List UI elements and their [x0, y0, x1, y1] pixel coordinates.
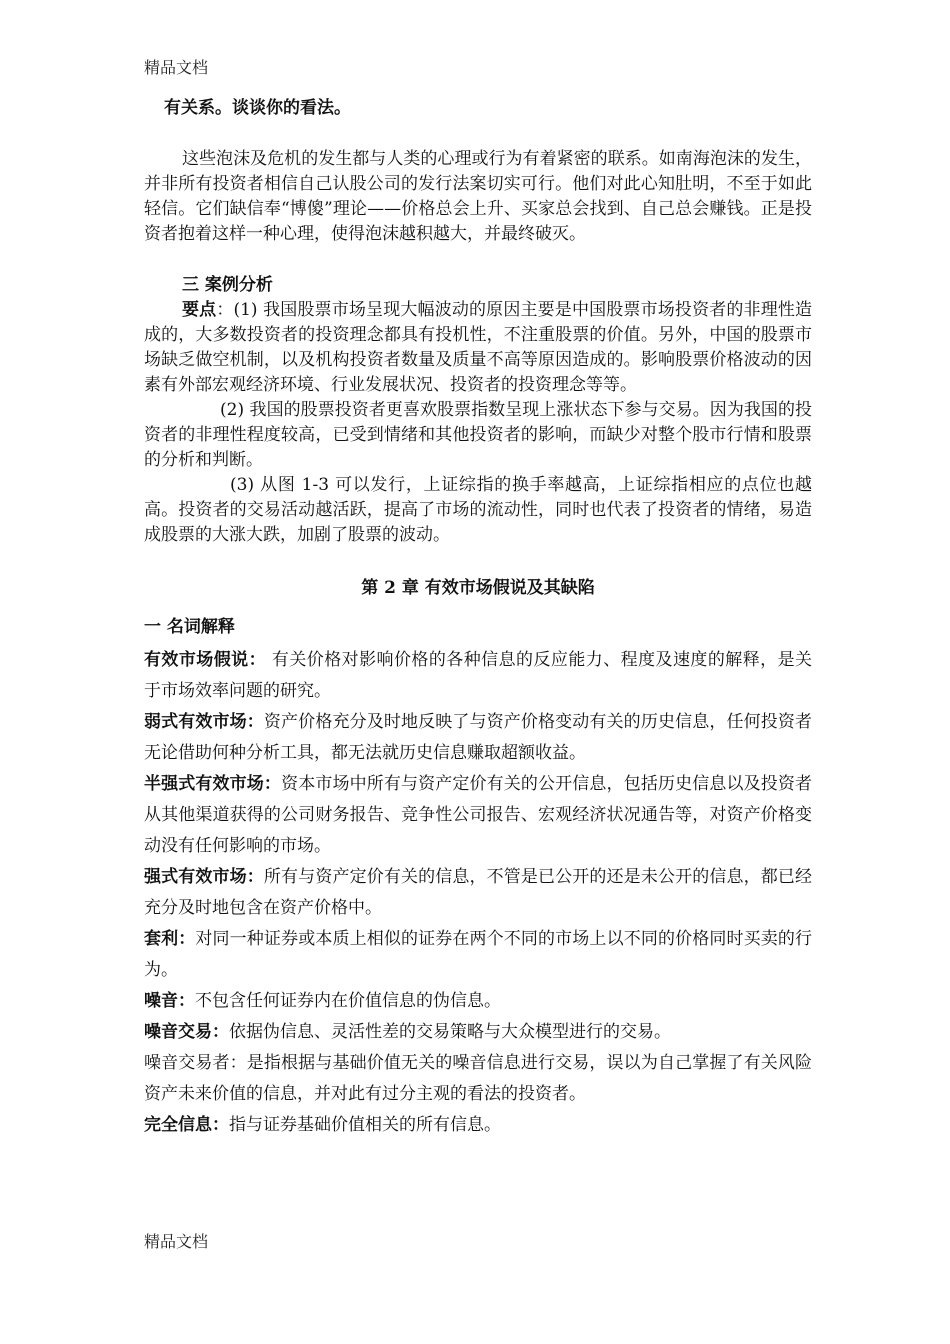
- document-content: [144, 96, 812, 1141]
- definition-item: [144, 707, 812, 769]
- definition-term: 噪音：: [144, 991, 195, 1011]
- definition-item: [144, 862, 812, 924]
- definitions-list: [144, 645, 812, 1141]
- case-point-1-text: ：(1) 我国股票市场呈现大幅波动的原因主要是中国股票市场投资者的非理性造成的，大多数投资者的投资理念都具有投机性，不注重股票的价值。另外，中国的股票市场缺乏做空机制，以及机构投资者数量及质量不高等原因造成的。影响股票价格波动的因素有外部宏观经济环境、行业发展状况、投资者的投资理念等等。: [144, 300, 813, 395]
- definition-text: 资产价格充分及时地反映了与资产价格变动有关的历史信息，任何投资者无论借助何种分析工具，都无法就历史信息赚取超额收益。: [144, 712, 812, 763]
- chapter-title: 第 2 章 有效市场假说及其缺陷: [361, 578, 595, 598]
- definition-item: [144, 1110, 812, 1141]
- definition-term: 噪音交易：: [144, 1022, 229, 1042]
- definition-text: 依据伪信息、灵活性差的交易策略与大众模型进行的交易。: [229, 1022, 671, 1042]
- definition-text: 所有与资产定价有关的信息，不管是已公开的还是未公开的信息，都已经充分及时地包含在资产价格中。: [144, 867, 812, 918]
- definition-term: 有效市场假说：: [144, 650, 267, 670]
- definition-item: [144, 986, 812, 1017]
- footer-watermark: 精品文档: [144, 1232, 209, 1251]
- case-point-2: (2) 我国的股票投资者更喜欢股票指数呈现上涨状态下参与交易。因为我国的投资者的非理性程度较高，已受到情绪和其他投资者的影响，而缺少对整个股市行情和股票的分析和判断。: [144, 400, 812, 470]
- case-point-label: 要点: [182, 300, 217, 320]
- definition-text: 资本市场中所有与资产定价有关的公开信息，包括历史信息以及投资者从其他渠道获得的公司财务报告、竞争性公司报告、宏观经济状况通告等，对资产价格变动没有任何影响的市场。: [144, 774, 813, 856]
- definition-item: [144, 1017, 812, 1048]
- section-heading: 一 名词解释: [144, 617, 235, 637]
- definition-item: [144, 924, 812, 986]
- intro-line: 有关系。谈谈你的看法。: [164, 98, 351, 118]
- definition-text: 指与证券基础价值相关的所有信息。: [229, 1115, 501, 1135]
- definition-term: 完全信息：: [144, 1115, 229, 1135]
- definition-term: 强式有效市场：: [144, 867, 264, 887]
- definition-item: [144, 769, 812, 862]
- case-point-3: (3) 从图 1-3 可以发行，上证综指的换手率越高，上证综指相应的点位也越高。投资者的交易活动越活跃，提高了市场的流动性，同时也代表了投资者的情绪，易造成股票的大涨大跌，加剧了股票的波动。: [144, 475, 812, 545]
- definition-term: 套利：: [144, 929, 196, 949]
- header-watermark: 精品文档: [144, 58, 209, 77]
- definition-item: [144, 645, 812, 707]
- bubble-paragraph: 这些泡沫及危机的发生都与人类的心理或行为有着紧密的联系。如南海泡沫的发生，并非所有投资者相信自己认股公司的发行法案切实可行。他们对此心知肚明，不至于如此轻信。它们缺信奉“博傻”理论——价格总会上升、买家总会找到、自己总会赚钱。正是投资者抱着这样一种心理，使得泡沫越积越大，并最终破灭。: [144, 149, 812, 244]
- definition-text: 噪音交易者：是指根据与基础价值无关的噪音信息进行交易，误以为自己掌握了有关风险资产未来价值的信息，并对此有过分主观的看法的投资者。: [144, 1053, 812, 1104]
- case-analysis-heading: 三 案例分析: [182, 275, 273, 295]
- definition-text: 对同一种证券或本质上相似的证券在两个不同的市场上以不同的价格同时买卖的行为。: [144, 929, 813, 980]
- definition-text: 不包含任何证券内在价值信息的伪信息。: [195, 991, 501, 1011]
- case-point-1: [144, 298, 812, 398]
- definition-text: 有关价格对影响价格的各种信息的反应能力、程度及速度的解释，是关于市场效率问题的研究。: [144, 650, 813, 701]
- definition-item: [144, 1048, 812, 1110]
- definition-term: 弱式有效市场：: [144, 712, 264, 732]
- definition-term: 半强式有效市场：: [144, 774, 282, 794]
